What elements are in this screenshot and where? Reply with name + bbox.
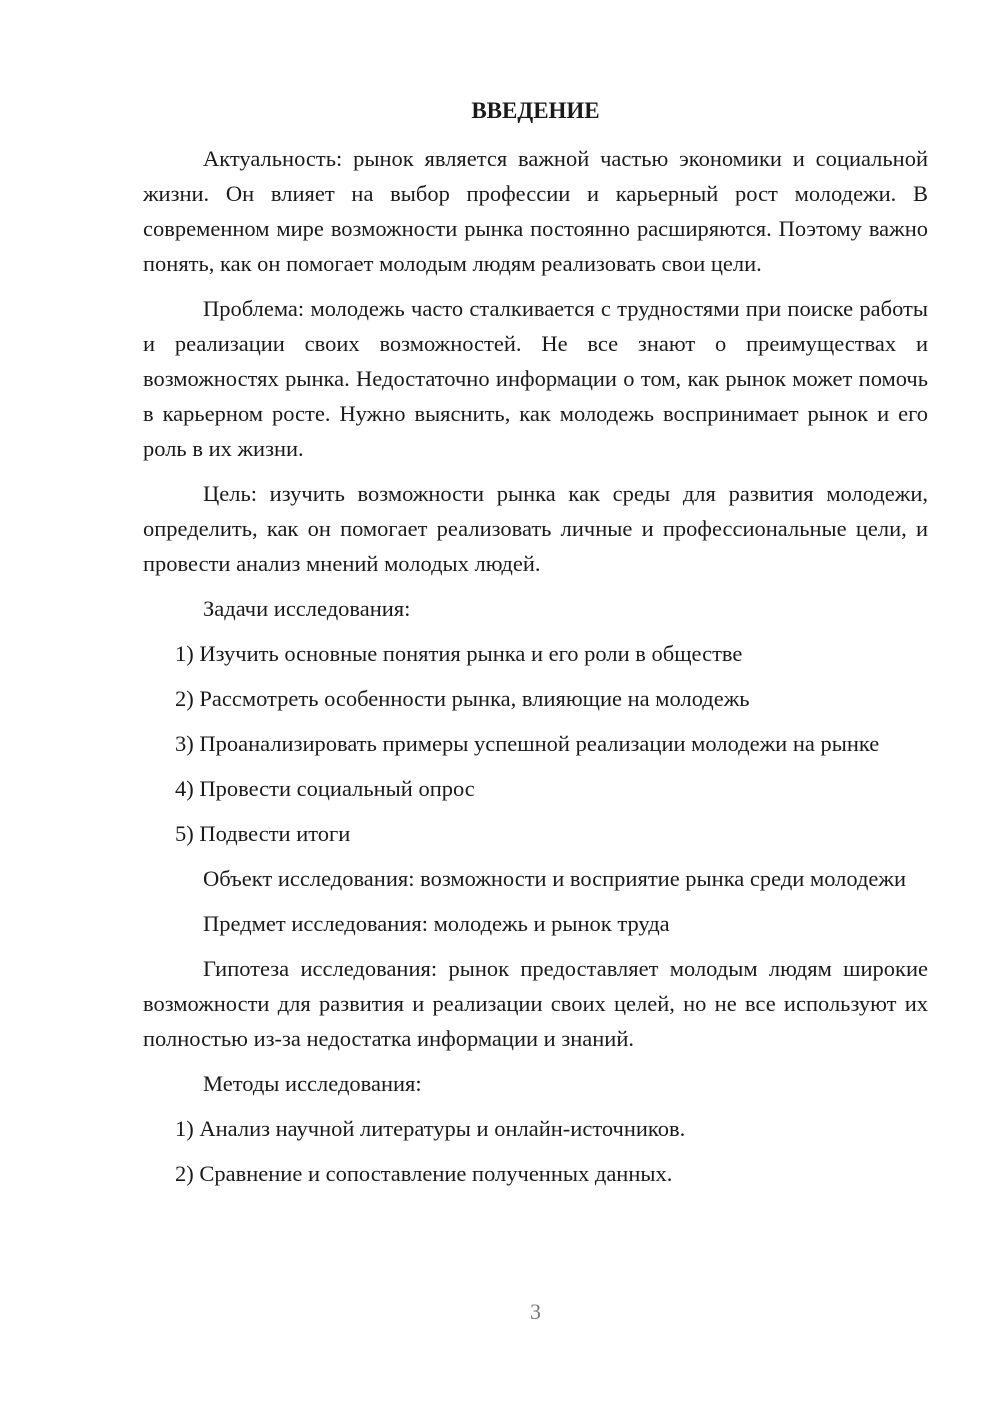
- paragraph-goal: Цель: изучить возможности рынка как среды для развития молодежи, определить, как он помогает реализовать личные и профессиональные цели, и провести анализ мнений молодых людей.: [143, 481, 928, 576]
- task-item: 4) Провести социальный опрос: [175, 776, 475, 801]
- page-title: ВВЕДЕНИЕ: [471, 98, 600, 123]
- task-item: 5) Подвести итоги: [175, 821, 351, 846]
- tasks-heading: Задачи исследования:: [203, 596, 411, 621]
- paragraph-subject: Предмет исследования: молодежь и рынок труда: [203, 911, 670, 936]
- task-item: 3) Проанализировать примеры успешной реализации молодежи на рынке: [175, 731, 880, 756]
- method-item: 2) Сравнение и сопоставление полученных данных.: [175, 1161, 673, 1186]
- page-number: 3: [530, 1299, 541, 1324]
- method-item: 1) Анализ научной литературы и онлайн-источников.: [175, 1116, 686, 1141]
- paragraph-object: Объект исследования: возможности и восприятие рынка среди молодежи: [203, 866, 906, 891]
- document-page: [143, 0, 928, 1414]
- methods-heading: Методы исследования:: [203, 1071, 422, 1096]
- document-body: [143, 141, 928, 1201]
- paragraph-relevance: Актуальность: рынок является важной частью экономики и социальной жизни. Он влияет на выбор профессии и карьерный рост молодежи. В современном мире возможности рынка постоянно расширяются. Поэтому важно понять, как он помогает молодым людям реализовать свои цели.: [143, 146, 928, 276]
- paragraph-problem: Проблема: молодежь часто сталкивается с трудностями при поиске работы и реализации своих возможностей. Не все знают о преимуществах и возможностях рынка. Недостаточно информации о том, как рынок может помочь в карьерном росте. Нужно выяснить, как молодежь воспринимает рынок и его роль в их жизни.: [143, 296, 928, 461]
- paragraph-hypothesis: Гипотеза исследования: рынок предоставляет молодым людям широкие возможности для развития и реализации своих целей, но не все используют их полностью из-за недостатка информации и знаний.: [143, 956, 928, 1051]
- task-item: 1) Изучить основные понятия рынка и его роли в обществе: [175, 641, 743, 666]
- task-item: 2) Рассмотреть особенности рынка, влияющие на молодежь: [175, 686, 750, 711]
